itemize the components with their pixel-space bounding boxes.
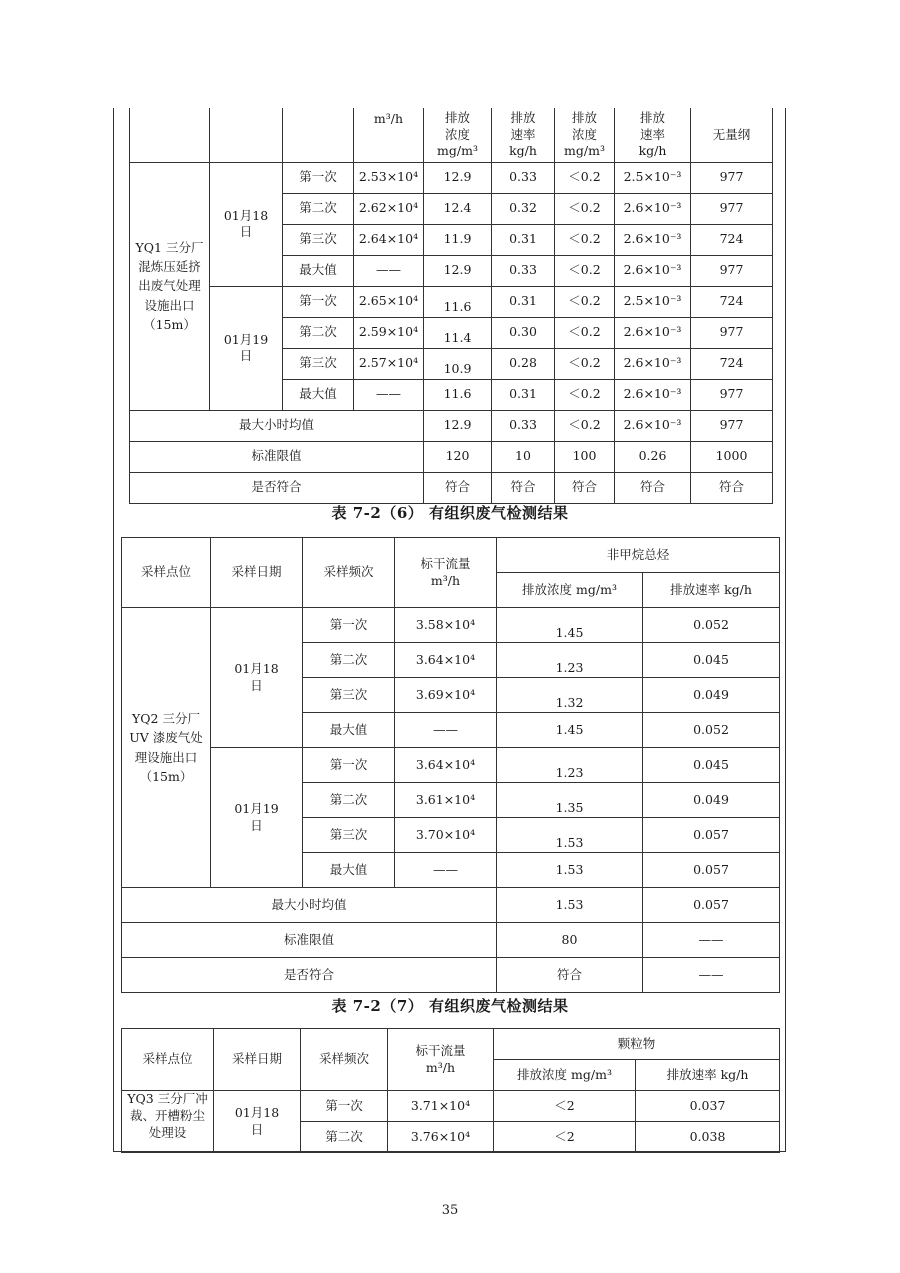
table-row	[130, 162, 773, 193]
cell-value: 80	[497, 923, 643, 958]
sampling-date: 01月18日	[214, 1091, 301, 1153]
header-conc: 排放浓度 mg/m³	[494, 1060, 636, 1091]
header-date: 采样日期	[211, 538, 303, 608]
cell-value: 1.53	[497, 853, 643, 888]
header-flow-unit: m³/h	[354, 108, 424, 162]
cell-value: 0.052	[643, 608, 780, 643]
summary-label: 最大小时均值	[122, 888, 497, 923]
cell-value: 11.9	[424, 224, 492, 255]
cell-value: 977	[691, 193, 773, 224]
cell-value: ——	[643, 958, 780, 993]
table-yq1	[129, 108, 773, 504]
header-point: 采样点位	[122, 1029, 214, 1091]
cell-value: 0.049	[643, 783, 780, 818]
cell-freq: 第一次	[301, 1091, 388, 1122]
table-yq2	[121, 537, 780, 993]
cell-value: 1.53	[497, 818, 643, 853]
cell-freq: 第三次	[303, 818, 395, 853]
sampling-date: 01月18日	[210, 162, 283, 286]
cell-value: 0.31	[492, 379, 555, 410]
cell-flow: 2.59×10⁴	[354, 317, 424, 348]
cell-value: 0.28	[492, 348, 555, 379]
cell-value: 12.4	[424, 193, 492, 224]
cell-freq: 第三次	[283, 348, 354, 379]
cell-value: 2.5×10⁻³	[615, 286, 691, 317]
cell-value: ＜0.2	[555, 379, 615, 410]
cell-value: 724	[691, 286, 773, 317]
header-rate: 排放速率 kg/h	[636, 1060, 780, 1091]
summary-label: 是否符合	[122, 958, 497, 993]
table-row	[122, 1091, 780, 1122]
cell-value: ＜2	[494, 1091, 636, 1122]
cell-value: 0.31	[492, 286, 555, 317]
cell-value: 2.6×10⁻³	[615, 224, 691, 255]
page-number: 35	[441, 1203, 459, 1218]
cell-freq: 最大值	[303, 853, 395, 888]
summary-row	[122, 888, 780, 923]
summary-row	[130, 441, 773, 472]
cell-value: 2.6×10⁻³	[615, 255, 691, 286]
table3-header-row	[122, 1029, 780, 1060]
cell-value: ＜0.2	[555, 286, 615, 317]
cell-value: 1.23	[497, 748, 643, 783]
cell-value: 0.052	[643, 713, 780, 748]
cell-value: 12.9	[424, 162, 492, 193]
table-caption-6: 表 7-2（6） 有组织废气检测结果	[331, 504, 569, 522]
cell-value: 0.049	[643, 678, 780, 713]
summary-row	[122, 958, 780, 993]
cell-flow: 3.76×10⁴	[388, 1122, 494, 1153]
cell-flow: 2.57×10⁴	[354, 348, 424, 379]
cell-value: 0.037	[636, 1091, 780, 1122]
cell-flow: 3.71×10⁴	[388, 1091, 494, 1122]
cell-value: 977	[691, 317, 773, 348]
sampling-location: YQ2 三分厂 UV 漆废气处理设施出口（15m）	[122, 608, 211, 888]
cell-flow: ——	[354, 255, 424, 286]
cell-value: 100	[555, 441, 615, 472]
cell-flow: 2.53×10⁴	[354, 162, 424, 193]
sampling-location: YQ3 三分厂冲裁、开槽粉尘处理设	[122, 1091, 214, 1153]
cell-value: 2.6×10⁻³	[615, 348, 691, 379]
cell-value: 符合	[497, 958, 643, 993]
sampling-location: YQ1 三分厂混炼压延挤出废气处理设施出口（15m）	[130, 162, 210, 410]
cell-flow: 2.64×10⁴	[354, 224, 424, 255]
cell-value: 2.5×10⁻³	[615, 162, 691, 193]
cell-value: 0.33	[492, 162, 555, 193]
summary-label: 是否符合	[130, 472, 424, 503]
summary-label: 标准限值	[130, 441, 424, 472]
header-flow: 标干流量 m³/h	[388, 1029, 494, 1091]
header-date: 采样日期	[214, 1029, 301, 1091]
summary-label: 最大小时均值	[130, 410, 424, 441]
cell-value: ＜2	[494, 1122, 636, 1153]
cell-value: 0.057	[643, 818, 780, 853]
cell-value: 符合	[555, 472, 615, 503]
cell-value: 977	[691, 410, 773, 441]
cell-flow: 3.58×10⁴	[395, 608, 497, 643]
cell-value: 1.35	[497, 783, 643, 818]
cell-value: 2.6×10⁻³	[615, 193, 691, 224]
cell-value: 1.45	[497, 608, 643, 643]
cell-value: 0.26	[615, 441, 691, 472]
header-group: 颗粒物	[494, 1029, 780, 1060]
cell-value: 0.057	[643, 888, 780, 923]
header-conc: 排放浓度 mg/m³	[497, 573, 643, 608]
cell-value: 0.045	[643, 643, 780, 678]
cell-value: 符合	[424, 472, 492, 503]
sampling-date: 01月19日	[210, 286, 283, 410]
sampling-date: 01月19日	[211, 748, 303, 888]
cell-value: 0.30	[492, 317, 555, 348]
table-row	[130, 286, 773, 317]
cell-value: 11.4	[424, 317, 492, 348]
cell-flow: 3.64×10⁴	[395, 748, 497, 783]
cell-value: 1000	[691, 441, 773, 472]
cell-value: 724	[691, 348, 773, 379]
cell-value: 1.32	[497, 678, 643, 713]
table-yq3	[121, 1028, 780, 1153]
cell-value: 0.33	[492, 255, 555, 286]
cell-flow: 2.65×10⁴	[354, 286, 424, 317]
cell-value: ＜0.2	[555, 255, 615, 286]
cell-value: ——	[643, 923, 780, 958]
header-col3: 排放 浓度 mg/m³	[555, 108, 615, 162]
header-col5: 无量纲	[691, 108, 773, 162]
cell-freq: 第二次	[303, 783, 395, 818]
header-freq: 采样频次	[303, 538, 395, 608]
cell-value: 符合	[615, 472, 691, 503]
summary-row	[130, 410, 773, 441]
cell-flow: 2.62×10⁴	[354, 193, 424, 224]
cell-flow: ——	[395, 713, 497, 748]
cell-flow: 3.64×10⁴	[395, 643, 497, 678]
cell-freq: 第二次	[303, 643, 395, 678]
cell-value: ＜0.2	[555, 410, 615, 441]
cell-freq: 最大值	[283, 255, 354, 286]
table-row	[122, 748, 780, 783]
cell-value: 12.9	[424, 410, 492, 441]
cell-freq: 第一次	[303, 608, 395, 643]
cell-value: 1.23	[497, 643, 643, 678]
cell-freq: 第二次	[283, 193, 354, 224]
cell-value: 977	[691, 255, 773, 286]
cell-freq: 第二次	[301, 1122, 388, 1153]
cell-value: 0.057	[643, 853, 780, 888]
header-freq: 采样频次	[301, 1029, 388, 1091]
cell-value: 10.9	[424, 348, 492, 379]
cell-value: 977	[691, 379, 773, 410]
header-col4: 排放 速率 kg/h	[615, 108, 691, 162]
summary-row	[130, 472, 773, 503]
cell-value: ＜0.2	[555, 348, 615, 379]
cell-freq: 第一次	[303, 748, 395, 783]
cell-value: 符合	[691, 472, 773, 503]
header-col1: 排放 浓度 mg/m³	[424, 108, 492, 162]
cell-flow: 3.69×10⁴	[395, 678, 497, 713]
table-caption-7: 表 7-2（7） 有组织废气检测结果	[331, 997, 569, 1015]
cell-value: 符合	[492, 472, 555, 503]
cell-freq: 第二次	[283, 317, 354, 348]
cell-value: 11.6	[424, 379, 492, 410]
cell-freq: 第三次	[303, 678, 395, 713]
cell-value: 2.6×10⁻³	[615, 410, 691, 441]
cell-value: 1.45	[497, 713, 643, 748]
cell-flow: ——	[354, 379, 424, 410]
table2-header-row	[122, 538, 780, 573]
header-group: 非甲烷总烃	[497, 538, 780, 573]
cell-value: ＜0.2	[555, 224, 615, 255]
cell-value: ＜0.2	[555, 162, 615, 193]
cell-value: 724	[691, 224, 773, 255]
cell-value: 0.045	[643, 748, 780, 783]
header-point: 采样点位	[122, 538, 211, 608]
cell-flow: 3.70×10⁴	[395, 818, 497, 853]
header-flow: 标干流量 m³/h	[395, 538, 497, 608]
cell-freq: 最大值	[283, 379, 354, 410]
cell-value: 120	[424, 441, 492, 472]
cell-flow: ——	[395, 853, 497, 888]
sampling-date: 01月18日	[211, 608, 303, 748]
cell-freq: 第一次	[283, 286, 354, 317]
cell-value: 12.9	[424, 255, 492, 286]
cell-value: 0.33	[492, 410, 555, 441]
cell-value: 977	[691, 162, 773, 193]
header-col2: 排放 速率 kg/h	[492, 108, 555, 162]
summary-row	[122, 923, 780, 958]
cell-value: 0.31	[492, 224, 555, 255]
cell-value: 11.6	[424, 286, 492, 317]
cell-value: 1.53	[497, 888, 643, 923]
cell-value: ＜0.2	[555, 317, 615, 348]
cell-freq: 第三次	[283, 224, 354, 255]
cell-value: 0.32	[492, 193, 555, 224]
cell-freq: 第一次	[283, 162, 354, 193]
table1-header-row	[130, 108, 773, 162]
cell-value: 10	[492, 441, 555, 472]
cell-value: ＜0.2	[555, 193, 615, 224]
table-row	[122, 608, 780, 643]
cell-flow: 3.61×10⁴	[395, 783, 497, 818]
cell-value: 0.038	[636, 1122, 780, 1153]
cell-freq: 最大值	[303, 713, 395, 748]
header-rate: 排放速率 kg/h	[643, 573, 780, 608]
cell-value: 2.6×10⁻³	[615, 379, 691, 410]
cell-value: 2.6×10⁻³	[615, 317, 691, 348]
summary-label: 标准限值	[122, 923, 497, 958]
